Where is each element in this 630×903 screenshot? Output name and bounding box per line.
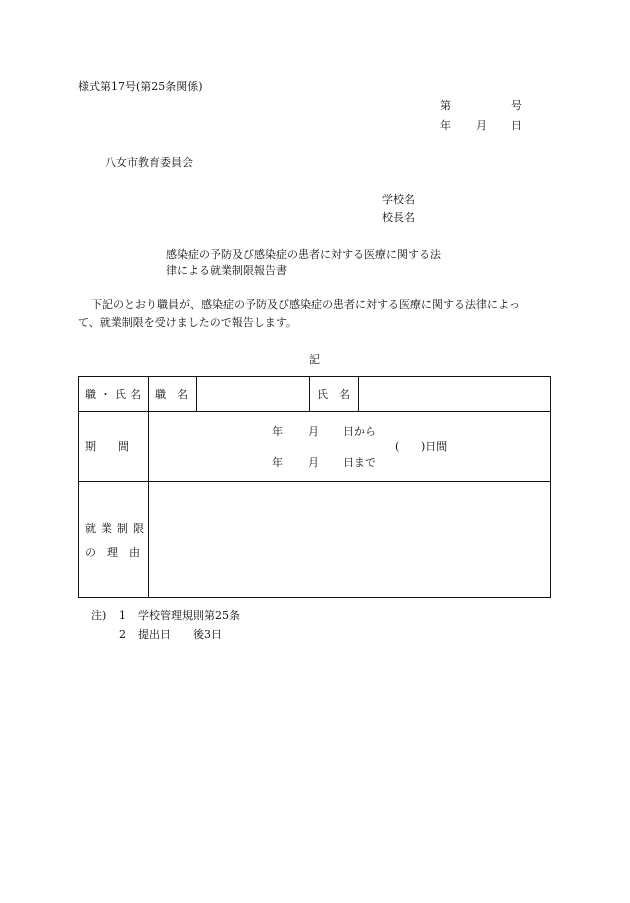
- reason-header-line-1: 就業制限: [85, 522, 149, 535]
- table-border-left: [78, 376, 79, 598]
- body-text-line-1: 下記のとおり職員が、感染症の予防及び感染症の患者に対する医療に関する法律によっ: [91, 298, 520, 311]
- principal-name-label: 校長名: [382, 211, 415, 224]
- doc-number-suffix: 号: [511, 99, 522, 112]
- addressee: 八女市教育委員会: [105, 156, 193, 169]
- ki-heading: 記: [309, 353, 320, 366]
- to-month-label: 月: [308, 456, 319, 469]
- note-1-number: 1: [119, 609, 126, 622]
- job-label: 職 名: [155, 388, 188, 401]
- table-border-right: [550, 376, 551, 598]
- reason-field[interactable]: [149, 482, 550, 597]
- period-header: 期 間: [85, 440, 129, 453]
- job-name-header: 職・氏名: [85, 388, 145, 401]
- to-year-label: 年: [272, 456, 283, 469]
- name-label: 氏 名: [317, 388, 350, 401]
- from-month-label: 月: [308, 425, 319, 438]
- note-2-number: 2: [119, 628, 126, 641]
- days-open-paren: (: [395, 440, 400, 453]
- notes-label: 注): [91, 609, 107, 622]
- from-year-label: 年: [272, 425, 283, 438]
- reason-header-line-2: の 理 由: [85, 546, 140, 559]
- doc-date-day: 日: [511, 119, 522, 132]
- form-number: 様式第17号(第25条関係): [78, 80, 203, 93]
- document-title-line-1: 感染症の予防及び感染症の患者に対する医療に関する法: [166, 248, 441, 261]
- doc-date-year: 年: [440, 119, 451, 132]
- days-close-label: )日間: [421, 440, 448, 453]
- name-field[interactable]: [359, 377, 550, 411]
- from-day-label: 日から: [343, 425, 376, 438]
- job-field[interactable]: [197, 377, 309, 411]
- to-day-label: 日まで: [343, 456, 376, 469]
- document-title-line-2: 律による就業制限報告書: [166, 264, 287, 277]
- school-name-label: 学校名: [382, 193, 415, 206]
- job-value-divider: [309, 376, 310, 411]
- note-1-text: 学校管理規則第25条: [138, 609, 240, 622]
- note-2-text: 提出日 後3日: [138, 628, 222, 641]
- doc-date-month: 月: [476, 119, 487, 132]
- body-text-line-2: て、就業制限を受けましたので報告します。: [78, 316, 297, 329]
- period-field[interactable]: [149, 412, 550, 481]
- doc-number-prefix: 第: [440, 99, 451, 112]
